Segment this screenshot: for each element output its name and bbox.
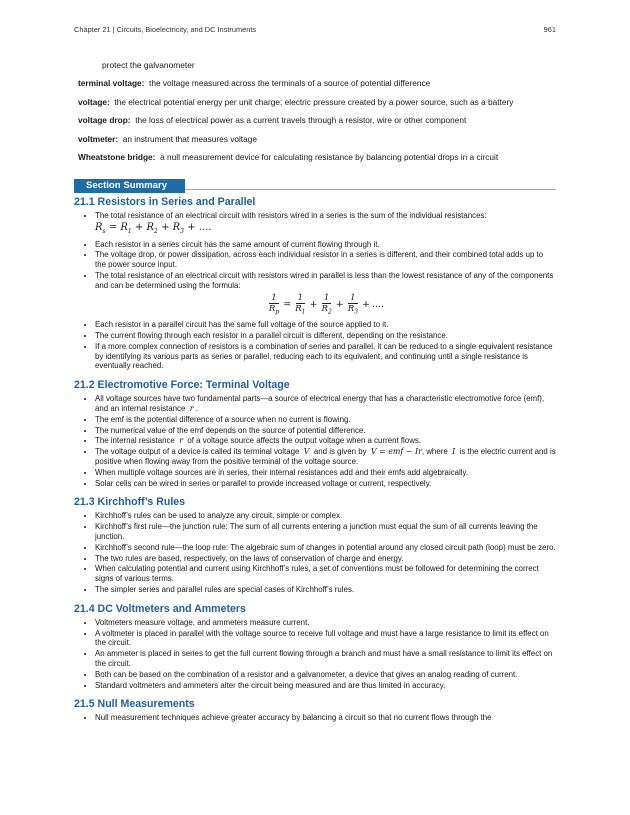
glossary-definition: the loss of electrical power as a current travels through a resistor, wire or other component xyxy=(135,115,467,125)
list-item xyxy=(95,447,556,467)
math-subscript: 3 xyxy=(354,308,359,316)
glossary-term: terminal voltage: xyxy=(78,78,145,88)
list-item-text: , where xyxy=(421,447,448,457)
math-operator: + xyxy=(362,299,371,311)
math-symbol: R xyxy=(295,303,302,314)
bullet-list xyxy=(74,713,556,723)
math-operator: + xyxy=(309,299,318,311)
numerator: 1 xyxy=(271,292,277,303)
list-item: • A voltmeter is placed in parallel with the voltage source to receive full voltage and must have a large resistance to limit its effect on the circuit. xyxy=(95,629,556,649)
math-symbol: I xyxy=(452,447,456,457)
list-item xyxy=(95,394,556,414)
list-item: • The voltage drop, or power dissipation, across each individual resistor in a series is different, and their combined total adds up to the power source input. xyxy=(95,250,556,270)
section-summary-heading: Section Summary xyxy=(74,179,185,193)
math-subscript: s xyxy=(102,227,106,235)
section-heading: 21.3 Kirchhoff’s Rules xyxy=(74,496,186,509)
bullet-list xyxy=(74,511,556,594)
math-subscript: 3 xyxy=(180,227,184,235)
list-item-text: and is given by xyxy=(313,447,367,457)
math-symbol: r xyxy=(179,436,183,446)
list-item: • Kirchhoff’s second rule—the loop rule: The algebraic sum of changes in potential around any closed circuit path (loop) must be zero. xyxy=(95,543,556,553)
section-heading: 21.5 Null Measurements xyxy=(74,698,195,711)
math-symbol: R xyxy=(268,303,276,314)
list-item: • The simpler series and parallel rules are special cases of Kirchhoff’s rules. xyxy=(95,585,556,595)
list-item xyxy=(95,436,556,446)
list-item: • The current flowing through each resistor in a parallel circuit is different, depending on the resistance. xyxy=(95,331,556,341)
list-item: • Standard voltmeters and ammeters alter the circuit being measured and are thus limited in accuracy. xyxy=(95,681,556,691)
list-item: • The emf is the potential difference of a source when no current is flowing. xyxy=(95,415,556,425)
list-item: • Kirchhoff’s rules can be used to analyze any circuit, simple or complex. xyxy=(95,511,556,521)
series-resistance-equation xyxy=(95,221,556,239)
list-item xyxy=(95,211,556,239)
list-item: • Kirchhoff’s first rule—the junction rule: The sum of all currents entering a junction must equal the sum of all currents leaving the junction. xyxy=(95,522,556,542)
fraction xyxy=(348,293,358,318)
numerator: 1 xyxy=(297,292,304,303)
punctuation: . xyxy=(195,404,198,414)
list-item: • Solar cells can be wired in series or parallel to provide increased voltage or current, respectively. xyxy=(95,479,556,489)
list-item: • Each resistor in a parallel circuit has the same full voltage of the source applied to it. xyxy=(95,320,556,330)
list-item: • If a more complex connection of resistors is a combination of series and parallel, it can be reduced to a single equivalent resistance by identifying its various parts as series or parallel, reducing each to its equivalent, and continuing until a single resistance is eventually reached. xyxy=(95,342,556,371)
bullet-list xyxy=(74,211,556,371)
parallel-resistance-equation xyxy=(95,291,556,320)
list-item: • When multiple voltage sources are in series, their internal resistances add and their emfs add algebraically. xyxy=(95,468,556,478)
list-item xyxy=(95,271,556,319)
math-operator: + xyxy=(134,221,144,233)
math-subscript: 1 xyxy=(127,227,132,235)
math-operator: = xyxy=(283,299,292,311)
list-item-text: All voltage sources have two fundamental parts—a source of electrical energy that has a characteristic electromotive force (emf), and an internal resistance xyxy=(95,394,545,414)
list-item: • When calculating potential and current using Kirchhoff’s rules, a set of conventions must be followed for determining the correct signs of various terms. xyxy=(95,564,556,584)
terminal-voltage-equation: V = emf − Ir xyxy=(370,447,422,457)
math-operator: + .... xyxy=(187,221,212,233)
bullet-list xyxy=(74,394,556,488)
denominator xyxy=(348,304,358,318)
list-item-text: The internal resistance xyxy=(95,436,175,446)
list-item: • An ammeter is placed in series to get the full current flowing through a branch and must have a small resistance to limit its effect on the circuit. xyxy=(95,649,556,669)
glossary-definition: the voltage measured across the terminals of a source of potential difference xyxy=(149,78,431,88)
bullet-list xyxy=(74,618,556,691)
math-operator: .... xyxy=(372,299,385,311)
fraction xyxy=(321,293,331,318)
math-subscript: 2 xyxy=(154,227,158,235)
fraction xyxy=(295,293,305,318)
list-item: • The numerical value of the emf depends on the source of potential difference. xyxy=(95,426,556,436)
math-subscript: 1 xyxy=(301,308,306,316)
numerator: 1 xyxy=(350,292,356,303)
list-item-text: The voltage output of a device is called its terminal voltage xyxy=(95,447,300,457)
list-item-text: is the electric current and is positive when flowing away from the positive terminal of the voltage source. xyxy=(95,447,556,467)
glossary-definition: a null measurement device for calculating resistance by balancing potential drops in a circuit xyxy=(160,152,499,162)
fraction xyxy=(269,293,279,318)
glossary-entry xyxy=(78,115,558,134)
math-symbol: R xyxy=(95,221,103,233)
glossary-term: voltage drop: xyxy=(78,115,131,125)
glossary-term: voltage: xyxy=(78,96,110,107)
math-symbol: V xyxy=(303,447,310,457)
glossary-entry xyxy=(78,97,558,116)
list-item: • Both can be based on the combination of a resistor and a galvanometer, a device that gives an analog reading of current. xyxy=(95,670,556,680)
math-operator: + xyxy=(161,221,170,233)
list-item-text: The total resistance of an electrical circuit with resistors wired in parallel is less than the lowest resistance of any of the components and can be determined using the formula: xyxy=(95,270,554,290)
denominator xyxy=(269,304,279,318)
math-symbol: R xyxy=(146,221,155,233)
denominator xyxy=(295,304,305,318)
glossary-entry xyxy=(78,134,558,153)
glossary-entry xyxy=(78,152,558,171)
math-subscript: p xyxy=(275,308,280,316)
list-item: • Each resistor in a series circuit has the same amount of current flowing through it. xyxy=(95,240,556,250)
math-symbol: R xyxy=(172,221,181,233)
math-symbol: R xyxy=(321,303,328,314)
page-header xyxy=(74,25,556,34)
glossary-definition: an instrument that measures voltage xyxy=(122,133,257,144)
math-symbol: R xyxy=(347,303,355,314)
section-heading: 21.2 Electromotive Force: Terminal Voltage xyxy=(74,379,290,392)
math-operator: + xyxy=(335,299,344,311)
chapter-title: Chapter 21 | Circuits, Bioelectricity, and DC Instruments xyxy=(74,25,257,34)
math-subscript: 2 xyxy=(327,308,332,316)
section-heading: 21.4 DC Voltmeters and Ammeters xyxy=(74,602,246,615)
numerator: 1 xyxy=(323,292,330,303)
glossary-term: voltmeter: xyxy=(78,133,119,144)
glossary-entry xyxy=(78,78,558,97)
continued-definition: protect the galvanometer xyxy=(102,60,195,70)
denominator xyxy=(321,304,331,318)
glossary-definition: the electrical potential energy per unit charge; electric pressure created by a power source, such as a battery xyxy=(114,96,514,107)
list-item-text: of a voltage source affects the output voltage when a current flows. xyxy=(187,436,422,446)
list-item-text: The total resistance of an electrical circuit with resistors wired in a series is the sum of the individual resistances: xyxy=(95,211,487,220)
list-item: • The two rules are based, respectively, on the laws of conservation of charge and energy. xyxy=(95,554,556,564)
glossary-term: Wheatstone bridge: xyxy=(78,152,156,162)
list-item: • Null measurement techniques achieve greater accuracy by balancing a circuit so that no current flows through the xyxy=(95,713,556,723)
glossary-list xyxy=(78,78,558,171)
page-number: 961 xyxy=(543,25,556,34)
list-item: • Voltmeters measure voltage, and ammeters measure current. xyxy=(95,618,556,628)
math-symbol: r xyxy=(189,404,194,414)
math-operator: = xyxy=(108,221,118,233)
section-heading: 21.1 Resistors in Series and Parallel xyxy=(74,196,256,208)
math-symbol: R xyxy=(120,221,128,233)
section-summary-bar xyxy=(74,175,556,190)
summary-content xyxy=(74,196,556,731)
